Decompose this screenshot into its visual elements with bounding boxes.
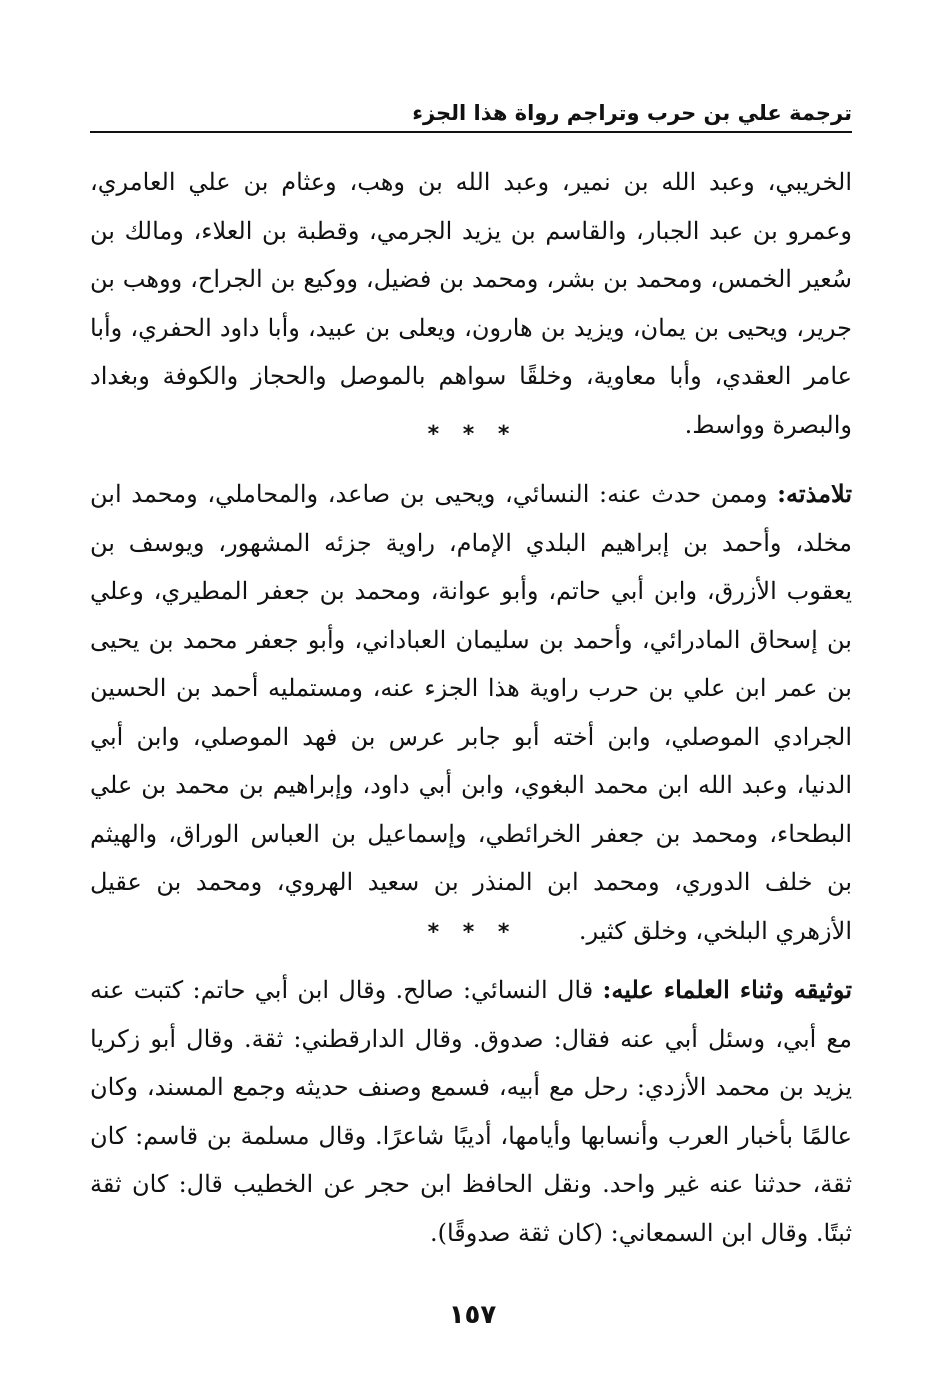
- paragraph-text: [90, 966, 852, 1257]
- paragraph-scholars-praise: [90, 966, 852, 1257]
- running-header: ترجمة علي بن حرب وتراجم رواة هذا الجزء: [412, 101, 852, 125]
- paragraph-students: [90, 470, 852, 955]
- paragraph-body: الخريبي، وعبد الله بن نمير، وعبد الله بن وهب، وعثام بن علي العامري، وعمرو بن عبد الجبار، والقاسم بن يزيد الجرمي، وقطبة بن العلاء، ومالك بن سُعير الخمس، ومحمد بن بشر، ومحمد بن فضيل، ووكيع بن الجراح، ووهب بن جرير، ويحيى بن يمان، ويزيد بن هارون، ويعلى بن عبيد، وأبا داود الحفري، وأبا عامر العقدي، وأبا معاوية، وخلقًا سواهم بالموصل والحجاز والكوفة وبغداد والبصرة وواسط.: [90, 168, 852, 439]
- paragraph-text: [90, 158, 852, 449]
- paragraph-lead: تلامذته:: [777, 479, 853, 508]
- section-separator: * * *: [427, 422, 518, 447]
- paragraph-body: قال النسائي: صالح. وقال ابن أبي حاتم: كتبت عنه مع أبي، وسئل أبي عنه فقال: صدوق. وقال الدارقطني: ثقة. وقال أبو زكريا يزيد بن محمد الأزدي: رحل مع أبيه، فسمع وصنف حديثه وجمع المسند، وكان عالمًا بأخبار العرب وأنسابها وأيامها، أديبًا شاعرًا. وقال مسلمة بن قاسم: كان ثقة، حدثنا عنه غير واحد. ونقل الحافظ ابن حجر عن الخطيب قال: كان ثقة ثبتًا. وقال ابن السمعاني: (كان ثقة صدوقًا).: [90, 976, 852, 1247]
- paragraph-body: وممن حدث عنه: النسائي، ويحيى بن صاعد، والمحاملي، ومحمد ابن مخلد، وأحمد بن إبراهيم البلدي الإمام، راوية جزئه المشهور، ويوسف بن يعقوب الأزرق، وابن أبي حاتم، وأبو عوانة، ومحمد بن جعفر المطيري، وعلي بن إسحاق المادرائي، وأحمد بن سليمان العباداني، وأبو جعفر محمد بن يحيى بن عمر ابن علي بن حرب راوية هذا الجزء عنه، ومستمليه أحمد بن الحسين الجرادي الموصلي، وابن أخته أبو جابر عرس بن فهد الموصلي، وابن أبي الدنيا، وعبد الله ابن محمد البغوي، وابن أبي داود، وإبراهيم بن محمد بن علي البطحاء، ومحمد بن جعفر الخرائطي، وإسماعيل بن العباس الوراق، والهيثم بن خلف الدوري، ومحمد ابن المنذر بن سعيد الهروي، ومحمد بن عقيل الأزهري البلخي، وخلق كثير.: [90, 480, 852, 945]
- section-separator: * * *: [427, 920, 518, 945]
- paragraph-text: [90, 470, 852, 955]
- paragraph-teachers-continued: [90, 158, 852, 449]
- header-rule: [90, 131, 852, 133]
- paragraph-lead: توثيقه وثناء العلماء عليه:: [602, 975, 852, 1004]
- page-number: ١٥٧: [448, 1300, 497, 1330]
